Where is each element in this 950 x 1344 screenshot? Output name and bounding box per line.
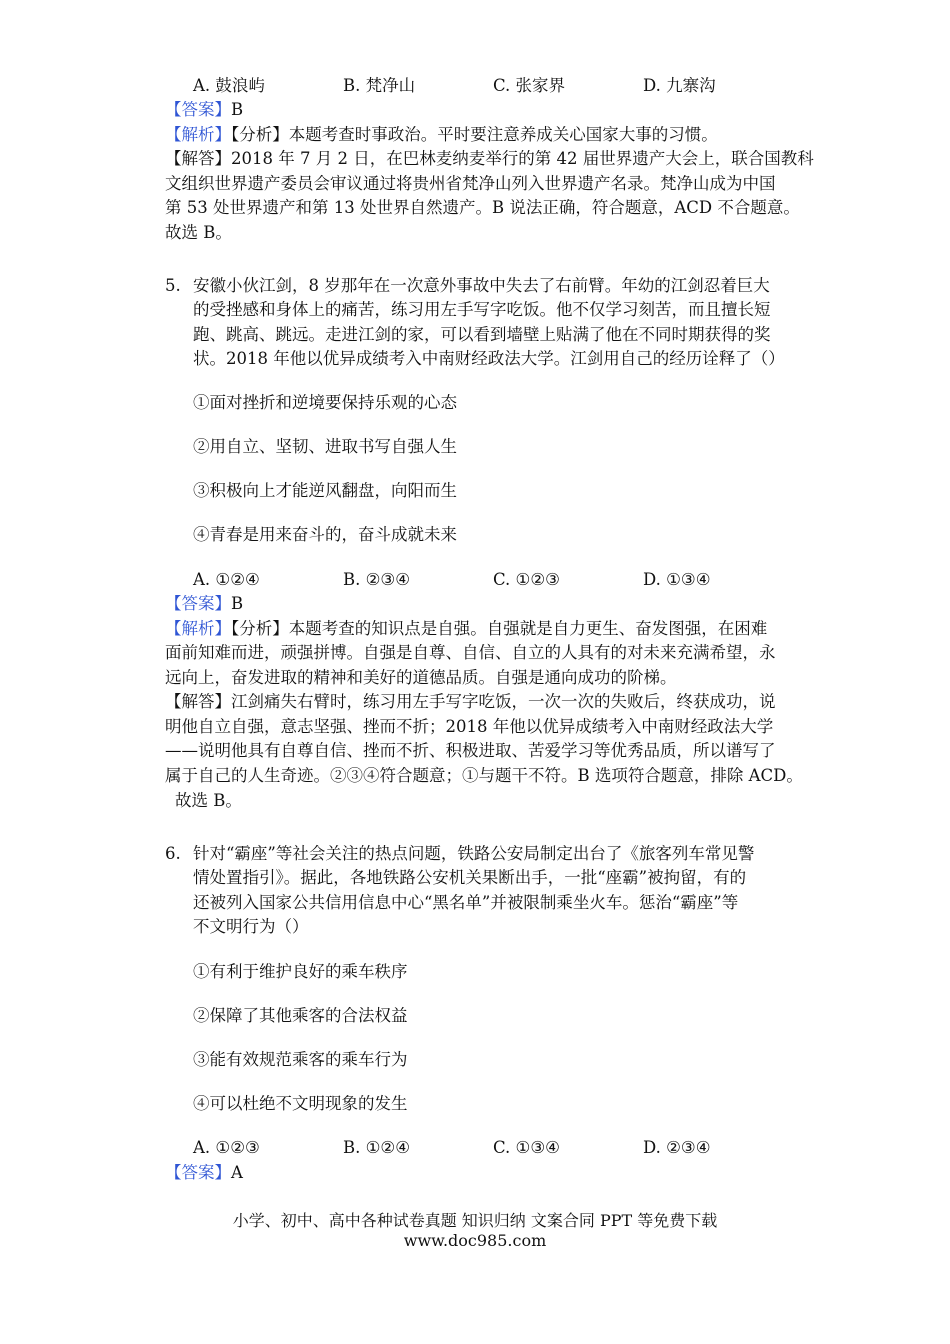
q6-number: 6. xyxy=(165,844,181,863)
q5-option-d: D. ①③④ xyxy=(643,570,711,589)
q6-answer xyxy=(165,1162,243,1184)
analysis-tag: 【解析】 xyxy=(165,125,231,144)
q5-option-a: A. ①②④ xyxy=(193,570,260,589)
q5-solution-line: 故选 B。 xyxy=(175,791,242,810)
q6-option-d: D. ②③④ xyxy=(643,1138,711,1157)
q5-solution-line: ——说明他具有自尊自信、挫而不折、积极进取、苦爱学习等优秀品质，所以谱写了 xyxy=(165,741,776,760)
q4-solution-line: 【解答】2018 年 7 月 2 日，在巴林麦纳麦举行的第 42 届世界遗产大会上，联合国教科 xyxy=(165,149,814,168)
q6-item: ④可以杜绝不文明现象的发生 xyxy=(193,1094,408,1113)
q4-analysis xyxy=(165,124,718,146)
q5-stem-line: 安徽小伙江剑，8 岁那年在一次意外事故中失去了右前臂。年幼的江剑忍着巨大 xyxy=(193,276,770,295)
q5-item: ①面对挫折和逆境要保持乐观的心态 xyxy=(193,393,457,412)
q5-stem-line: 跑、跳高、跳远。走进江剑的家，可以看到墙壁上贴满了他在不同时期获得的奖 xyxy=(193,325,771,344)
analysis-tag: 【解析】 xyxy=(165,619,231,638)
q6-stem-line: 还被列入国家公共信用信息中心“黑名单”并被限制乘坐火车。惩治“霸座”等 xyxy=(193,893,739,912)
q5-analysis-line: 远向上，奋发进取的精神和美好的道德品质。自强是通向成功的阶梯。 xyxy=(165,668,677,687)
q5-option-c: C. ①②③ xyxy=(493,570,560,589)
answer-value: A xyxy=(231,1163,243,1182)
q4-option-b: B. 梵净山 xyxy=(343,76,416,95)
analysis-text: 【分析】本题考查时事政治。平时要注意养成关心国家大事的习惯。 xyxy=(231,125,718,144)
q6-stem-line: 情处置指引》。据此，各地铁路公安机关果断出手，一批“座霸”被拘留，有的 xyxy=(193,868,747,887)
q5-solution-line: 属于自己的人生奇迹。②③④符合题意；①与题干不符。B 选项符合题意，排除 ACD。 xyxy=(165,766,803,785)
q4-solution-line: 文组织世界遗产委员会审议通过将贵州省梵净山列入世界遗产名录。梵净山成为中国 xyxy=(165,174,776,193)
q5-number: 5. xyxy=(165,276,181,295)
answer-value: B xyxy=(231,594,244,613)
answer-value: B xyxy=(231,100,244,119)
q4-solution-line: 第 53 处世界遗产和第 13 处世界自然遗产。B 说法正确，符合题意，ACD 不合题意。 xyxy=(165,198,800,217)
q5-item: ②用自立、坚韧、进取书写自强人生 xyxy=(193,437,457,456)
footer-promo-text: 小学、初中、高中各种试卷真题 知识归纳 文案合同 PPT 等免费下载 xyxy=(232,1211,718,1230)
q6-item: ②保障了其他乘客的合法权益 xyxy=(193,1006,408,1025)
q6-stem-line: 不文明行为（） xyxy=(193,917,309,936)
answer-tag: 【答案】 xyxy=(165,594,231,613)
analysis-text: 【分析】本题考查的知识点是自强。自强就是自力更生、奋发图强，在困难 xyxy=(231,619,768,638)
q4-option-d: D. 九寨沟 xyxy=(643,76,716,95)
q5-item: ④青春是用来奋斗的，奋斗成就未来 xyxy=(193,525,457,544)
q5-stem-line: 的受挫感和身体上的痛苦，练习用左手写字吃饭。他不仅学习刻苦，而且擅长短 xyxy=(193,300,771,319)
q5-answer xyxy=(165,593,243,615)
q5-solution-line: 明他自立自强，意志坚强、挫而不折；2018 年他以优异成绩考入中南财经政法大学 xyxy=(165,717,774,736)
q5-stem-line: 状。2018 年他以优异成绩考入中南财经政法大学。江剑用自己的经历诠释了（） xyxy=(193,349,785,368)
q5-solution-line: 【解答】江剑痛失右臂时，练习用左手写字吃饭，一次一次的失败后，终获成功，说 xyxy=(165,692,776,711)
q6-stem-line: 针对“霸座”等社会关注的热点问题，铁路公安局制定出台了《旅客列车常见警 xyxy=(193,844,755,863)
q6-item: ③能有效规范乘客的乘车行为 xyxy=(193,1050,408,1069)
q5-analysis xyxy=(165,618,767,640)
footer-website: www.doc985.com xyxy=(403,1231,547,1250)
q5-item: ③积极向上才能逆风翻盘，向阳而生 xyxy=(193,481,457,500)
q6-option-a: A. ①②③ xyxy=(193,1138,260,1157)
q4-option-a: A. 鼓浪屿 xyxy=(193,76,265,95)
q4-solution-line: 故选 B。 xyxy=(165,223,232,242)
answer-tag: 【答案】 xyxy=(165,1163,231,1182)
q6-option-b: B. ①②④ xyxy=(343,1138,410,1157)
q5-analysis-line: 面前知难而进，顽强拼博。自强是自尊、自信、自立的人具有的对未来充满希望，永 xyxy=(165,643,776,662)
q4-option-c: C. 张家界 xyxy=(493,76,566,95)
answer-tag: 【答案】 xyxy=(165,100,231,119)
q6-item: ①有利于维护良好的乘车秩序 xyxy=(193,962,408,981)
q6-option-c: C. ①③④ xyxy=(493,1138,560,1157)
q5-option-b: B. ②③④ xyxy=(343,570,410,589)
q4-answer xyxy=(165,99,243,121)
